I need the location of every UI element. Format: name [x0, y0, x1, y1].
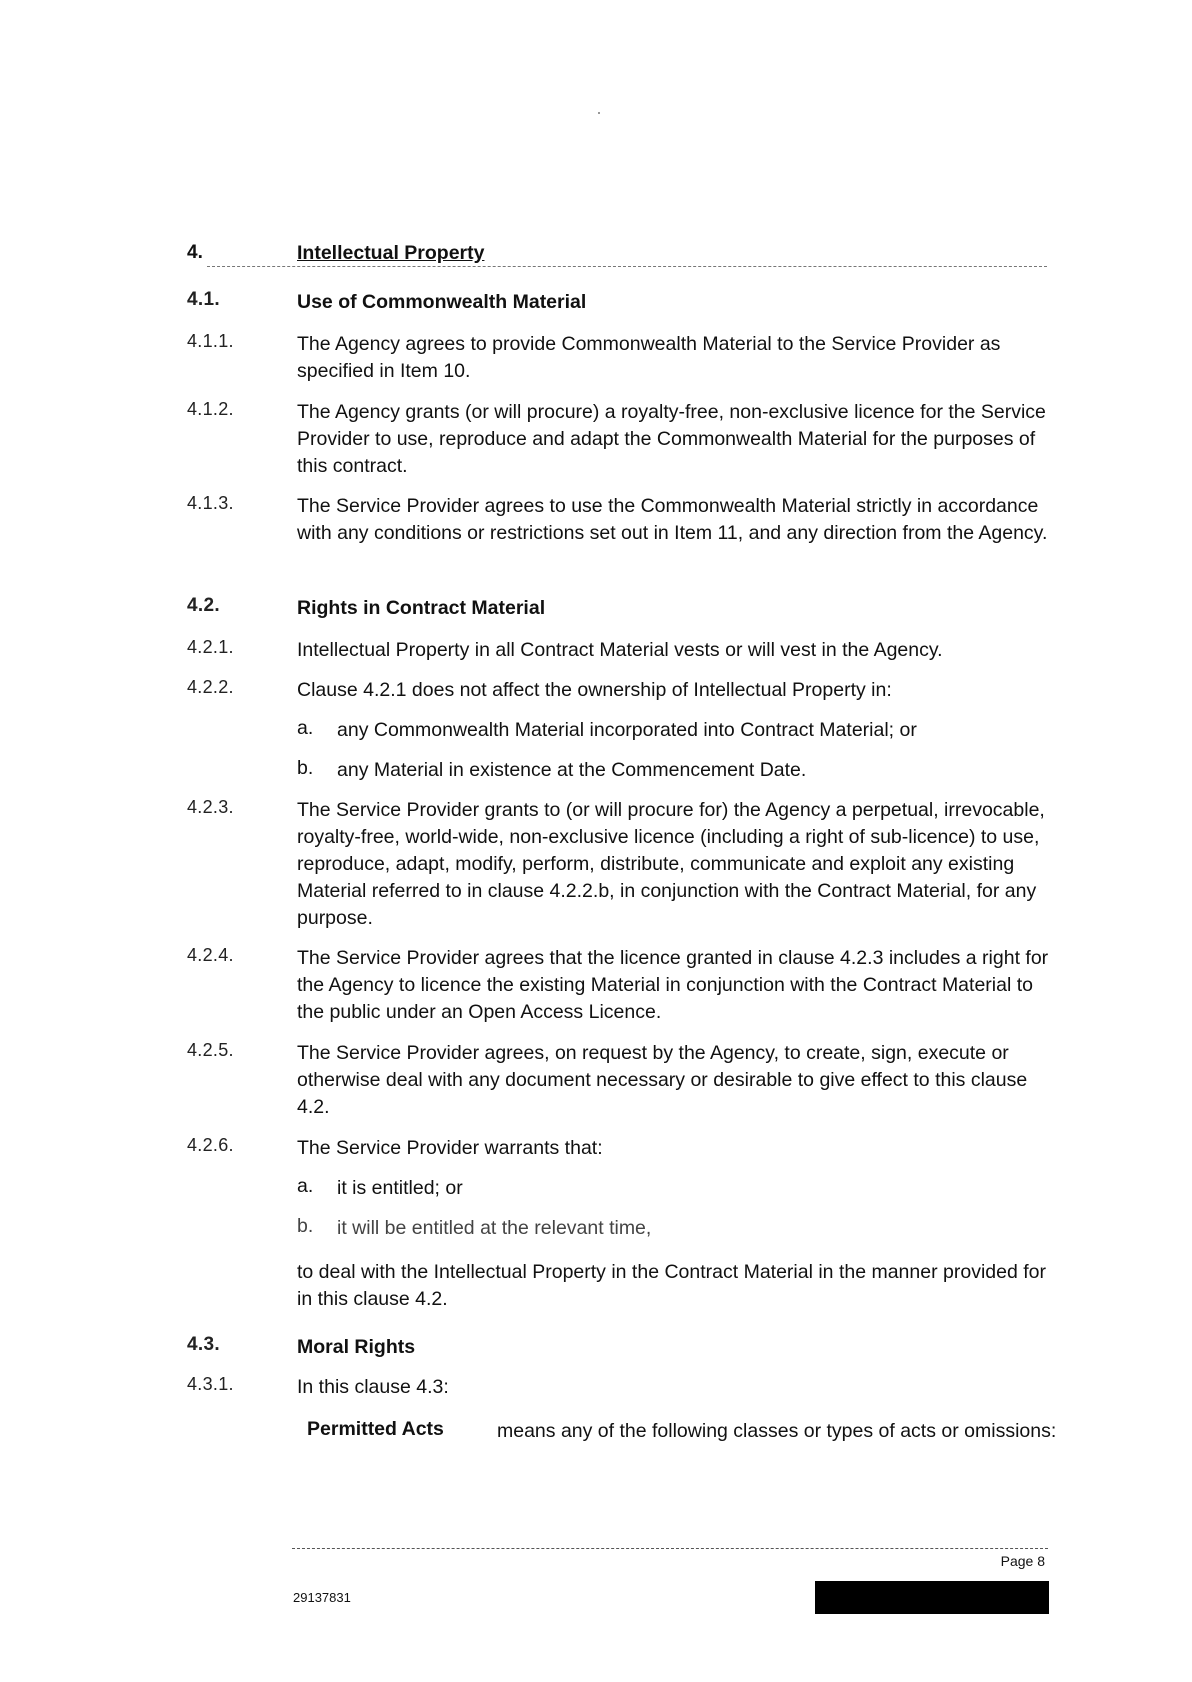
list-item-letter: b. — [297, 1215, 314, 1237]
list-item-text: it will be entitled at the relevant time, — [337, 1217, 652, 1239]
clause-number: 4.1.1. — [187, 331, 234, 351]
clause-number: 4.2.1. — [187, 637, 234, 657]
clause-number: 4.1. — [187, 289, 220, 310]
clause-text: The Service Provider warrants that: — [297, 1137, 603, 1159]
section-title: Intellectual Property — [297, 242, 485, 264]
clause-text: The Service Provider agrees to use the Commonwealth Material strictly in accordance with any conditions or restrictions set out in Item 11, and any direction from the Agency. — [297, 495, 1048, 544]
section-number: 4. — [187, 242, 203, 263]
clause-number: 4.2.2. — [187, 677, 234, 697]
heading-rule — [207, 266, 1047, 267]
clause-text: The Service Provider agrees that the licence granted in clause 4.2.3 includes a right for the Agency to licence the existing Material in conjunction with the Contract Material to the public under an Open Access Licence. — [297, 947, 1049, 1023]
clause-number: 4.2. — [187, 595, 220, 616]
clause-number: 4.3. — [187, 1334, 220, 1355]
definition-text: means any of the following classes or types of acts or omissions: — [497, 1420, 1057, 1442]
clause-number: 4.2.4. — [187, 945, 234, 965]
clause-number: 4.2.3. — [187, 797, 234, 817]
list-item-text: it is entitled; or — [337, 1177, 463, 1199]
clause-text: The Service Provider agrees, on request by the Agency, to create, sign, execute or otherwise deal with any document necessary or desirable to give effect to this clause 4.2. — [297, 1042, 1028, 1118]
clause-text: The Agency grants (or will procure) a royalty-free, non-exclusive licence for the Service Provider to use, reproduce and adapt the Commonwealth Material for the purposes of this contract. — [297, 401, 1046, 477]
clause-number: 4.2.5. — [187, 1040, 234, 1060]
clause-number: 4.2.6. — [187, 1135, 234, 1155]
section-heading — [187, 242, 1047, 272]
clause-tail-text: to deal with the Intellectual Property in the Contract Material in the manner provided for in this clause 4.2. — [297, 1261, 1046, 1310]
clause-heading: Use of Commonwealth Material — [297, 291, 587, 313]
clause-number: 4.1.2. — [187, 399, 234, 419]
scan-speck — [598, 112, 600, 114]
list-item-letter: a. — [297, 1175, 314, 1197]
clause-text: In this clause 4.3: — [297, 1376, 449, 1398]
list-item-letter: a. — [297, 717, 314, 739]
document-id: 29137831 — [293, 1590, 351, 1605]
page-number: Page 8 — [1000, 1553, 1045, 1569]
clause-heading: Rights in Contract Material — [297, 597, 546, 619]
list-item-text: any Material in existence at the Commencement Date. — [337, 759, 807, 781]
clause-text: Clause 4.2.1 does not affect the ownership of Intellectual Property in: — [297, 679, 892, 701]
clause-number: 4.1.3. — [187, 493, 234, 513]
definition-term: Permitted Acts — [307, 1418, 444, 1440]
list-item-text: any Commonwealth Material incorporated into Contract Material; or — [337, 719, 917, 741]
footer-rule — [292, 1548, 1048, 1549]
redaction-block — [815, 1581, 1049, 1614]
clause-heading: Moral Rights — [297, 1336, 416, 1358]
clause-text: The Service Provider grants to (or will procure for) the Agency a perpetual, irrevocable, royalty-free, world-wide, non-exclusive licence (including a right of sub-licence) to use, reproduce, adapt, modify, perform, distribute, communicate and exploit any existing Material referred to in clause 4.2.2.b, in conjunction with the Contract Material, for any purpose. — [297, 799, 1045, 929]
list-item-letter: b. — [297, 757, 314, 779]
clause-text: Intellectual Property in all Contract Material vests or will vest in the Agency. — [297, 639, 943, 661]
clause-number: 4.3.1. — [187, 1374, 234, 1394]
clause-text: The Agency agrees to provide Commonwealth Material to the Service Provider as specified in Item 10. — [297, 333, 1001, 382]
